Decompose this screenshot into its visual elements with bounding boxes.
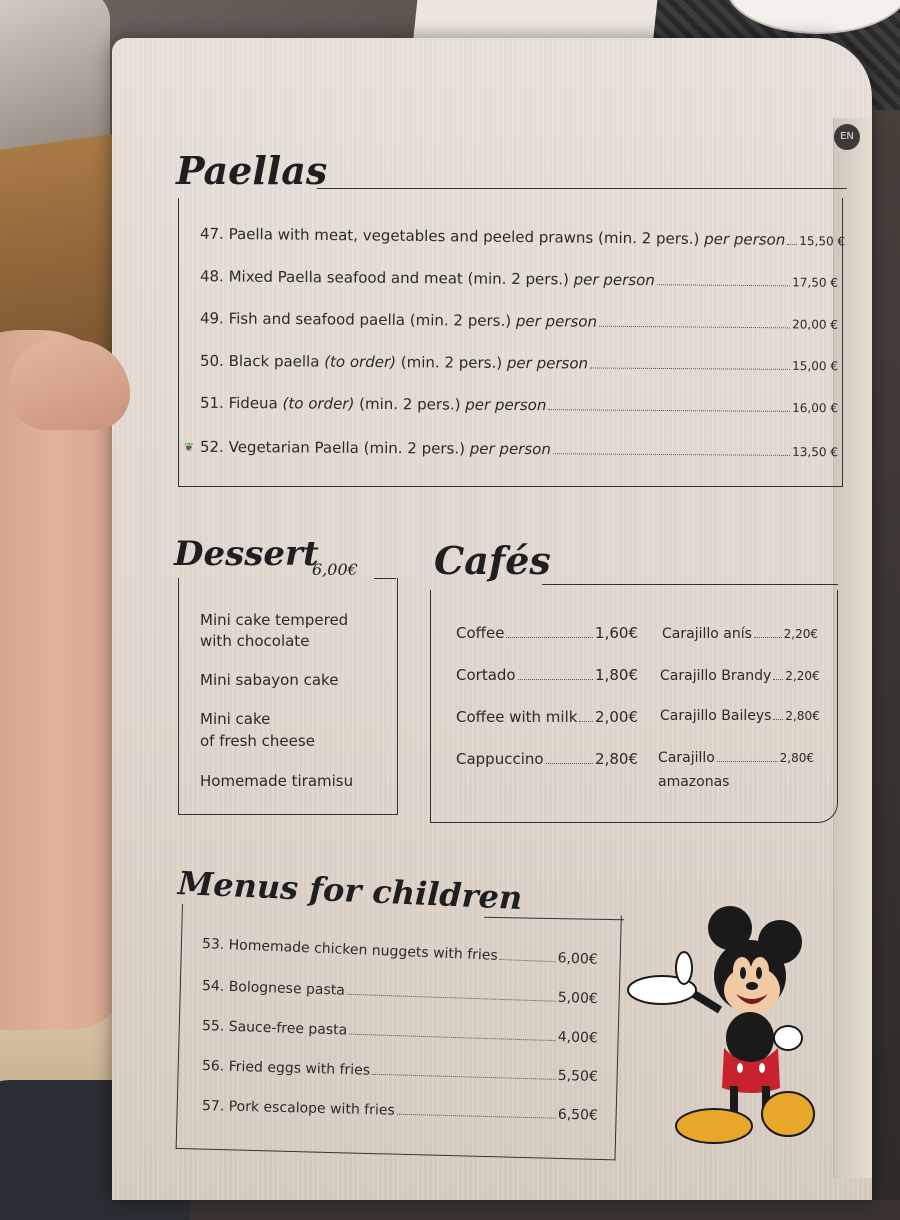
children-title: Menus for children [177,864,524,918]
cafes-title-rule [542,584,838,585]
cafe-item: Carajillo 2,80€ [658,750,814,766]
paellas-title: Paellas [176,148,328,193]
cafes-title: Cafés [434,538,551,583]
dessert-rule [374,578,396,579]
paellas-title-rule [317,188,847,189]
menu-page [112,38,872,1200]
menu-item: 50. Black paella (to order) (min. 2 pers.) per person 15,00 € [199,351,839,374]
dessert-item: Mini sabayon cake [200,671,339,689]
menu-item: 48. Mixed Paella seafood and meat (min. 2 pers.) per person 17,50 € [199,267,839,290]
dessert-title: Dessert [174,534,319,574]
cafe-item: Coffee with milk 2,00€ [456,708,638,726]
menu-item: 51. Fideua (to order) (min. 2 pers.) per person 16,00 € [199,393,839,416]
menu-item: 57. Pork escalope with fries 6,50€ [201,1098,599,1124]
menu-item: 47. Paella with meat, vegetables and peeled prawns (min. 2 pers.) per person 15,50 € [199,224,846,249]
cafe-item-line2: amazonas [658,774,730,790]
cafe-item: Carajillo Brandy 2,20€ [660,668,820,684]
hand [0,330,130,1030]
menu-item: 54. Bolognese pasta 5,00€ [201,978,599,1008]
cafe-item: Cortado 1,80€ [456,666,638,684]
cafe-item: Carajillo Baileys 2,80€ [660,708,820,724]
cafe-item: Cappuccino 2,80€ [456,750,638,768]
menu-item: 56. Fried eggs with fries 5,50€ [201,1058,599,1086]
menu-item: 49. Fish and seafood paella (min. 2 pers.) per person 20,00 € [199,309,839,332]
cafe-item: Carajillo anís 2,20€ [662,626,818,642]
mickey-mouse-illustration [602,898,822,1148]
cafe-item: Coffee 1,60€ [456,624,638,642]
menu-item: 53. Homemade chicken nuggets with fries 6,00€ [201,936,599,968]
dessert-price: 6,00€ [312,560,358,579]
dessert-item: Mini cake tempered [200,611,349,629]
dessert-item: Mini cake [200,710,271,728]
language-badge: EN [834,124,860,150]
dessert-item: with chocolate [200,632,310,650]
vegetarian-leaf-icon: ❦ [184,440,195,454]
thumb [10,340,130,430]
dessert-item: of fresh cheese [200,732,315,750]
menu-item: 52. Vegetarian Paella (min. 2 pers.) per person 13,50 € [199,437,839,460]
dessert-item: Homemade tiramisu [200,772,354,790]
menu-item: 55. Sauce-free pasta 4,00€ [201,1018,599,1047]
